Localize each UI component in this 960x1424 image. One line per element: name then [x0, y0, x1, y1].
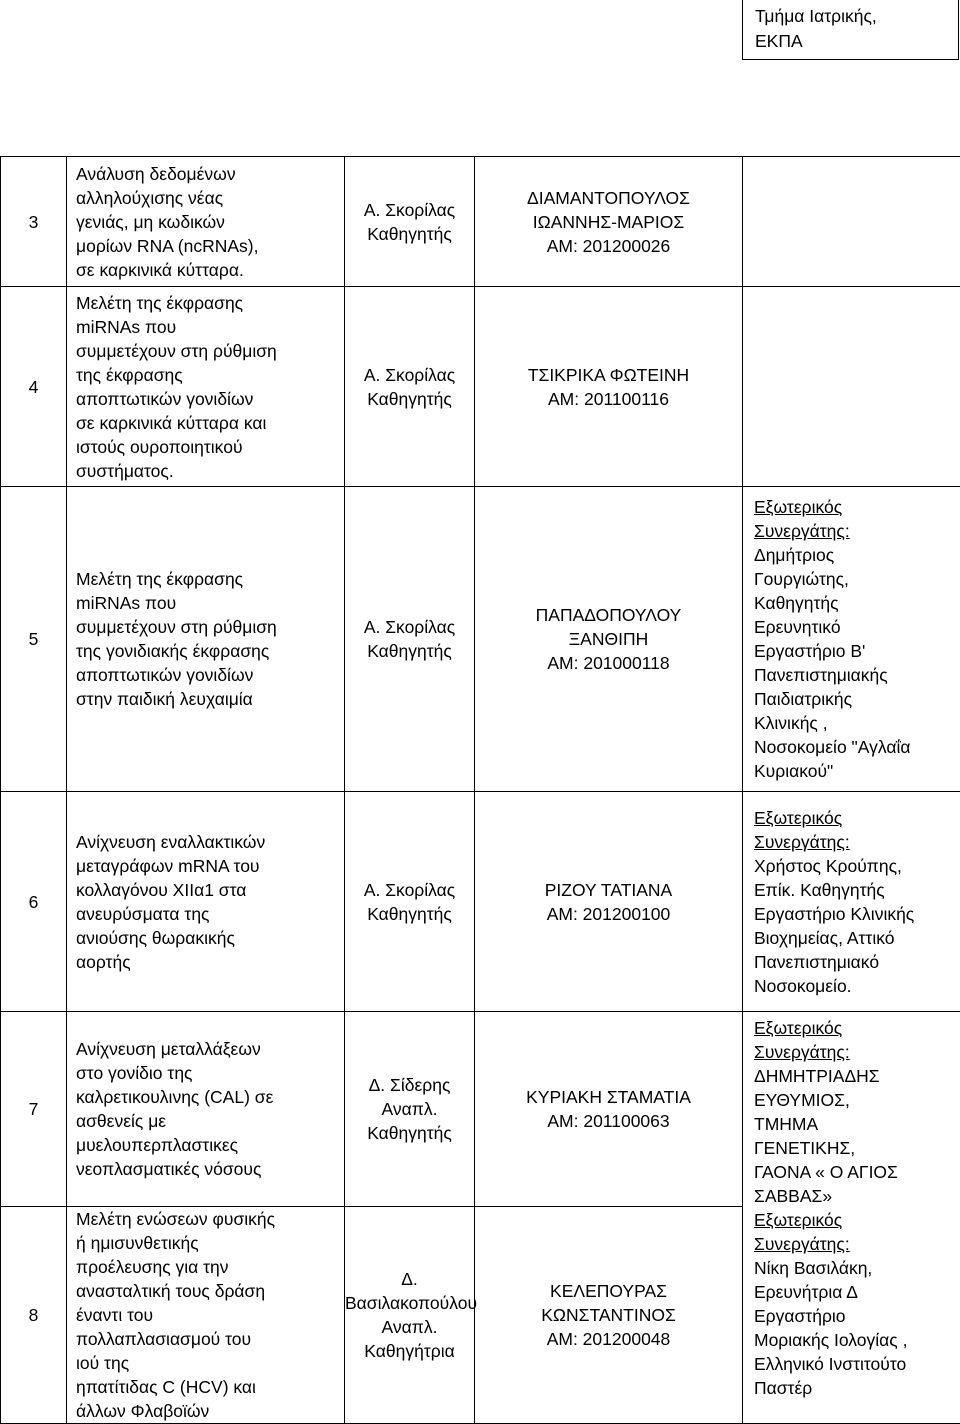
- external-text: Δημήτριος Γουργιώτης, Καθηγητής Ερευνητικό Εργαστήριο Β' Πανεπιστημιακής Παιδιατρικής Κλινικής , Νοσοκομείο "Αγλαΐα Κυριακού": [754, 543, 960, 783]
- supervisor: Δ. Βασιλακοπούλου Αναπλ. Καθηγήτρια: [345, 1207, 475, 1424]
- external-label: Εξωτερικός Συνεργάτης:: [754, 806, 960, 854]
- table-row: [1, 287, 960, 487]
- external-collaborator: [743, 792, 960, 1012]
- department-label: Τμήμα Ιατρικής, ΕΚΠΑ: [742, 0, 959, 60]
- row-number: 8: [1, 1207, 67, 1424]
- external-collaborator: [743, 487, 960, 792]
- table-row: [1, 157, 960, 287]
- student: ΤΣΙΚΡΙΚΑ ΦΩΤΕΙΝΗ ΑΜ: 201100116: [475, 287, 743, 487]
- external-collaborator: [743, 1012, 960, 1424]
- student: ΠΑΠΑΔΟΠΟΥΛΟΥ ΞΑΝΘΙΠΗ ΑΜ: 201000118: [475, 487, 743, 792]
- thesis-topic: Μελέτη της έκφρασης miRNAs που συμμετέχουν στη ρύθμιση της γονιδιακής έκφρασης αποπτωτικών γονιδίων στην παιδική λευχαιμία: [67, 487, 345, 792]
- student: ΚΕΛΕΠΟΥΡΑΣ ΚΩΝΣΤΑΝΤΙΝΟΣ ΑΜ: 201200048: [475, 1207, 743, 1424]
- supervisor: Δ. Σίδερης Αναπλ. Καθηγητής: [345, 1012, 475, 1207]
- thesis-topic: Ανίχνευση εναλλακτικών μεταγράφων mRNA του κολλαγόνου XIIα1 στα ανευρύσματα της ανιούσης θωρακικής αορτής: [67, 792, 345, 1012]
- student: ΡΙΖΟΥ ΤΑΤΙΑΝΑ ΑΜ: 201200100: [475, 792, 743, 1012]
- table-row: [1, 1012, 960, 1207]
- row-number: 4: [1, 287, 67, 487]
- thesis-topic: Ανίχνευση μεταλλάξεων στο γονίδιο της καλρετικουλινης (CAL) σε ασθενείς με μυελουπερπλαστικες νεοπλασματικές νόσους: [67, 1012, 345, 1207]
- row-number: 7: [1, 1012, 67, 1207]
- external-collaborator: [743, 287, 960, 487]
- external-text: Νίκη Βασιλάκη, Ερευνήτρια Δ Εργαστήριο Μοριακής Ιολογίας , Ελληνικό Ινστιτούτο Παστέρ: [754, 1256, 960, 1400]
- external-label: Εξωτερικός Συνεργάτης:: [754, 1016, 960, 1064]
- supervisor: Α. Σκορίλας Καθηγητής: [345, 792, 475, 1012]
- row-number: 3: [1, 157, 67, 287]
- thesis-topic: Μελέτη της έκφρασης miRNAs που συμμετέχουν στη ρύθμιση της έκφρασης αποπτωτικών γονιδίων σε καρκινικά κύτταρα και ιστούς ουροποιητικού συστήματος.: [67, 287, 345, 487]
- supervisor: Α. Σκορίλας Καθηγητής: [345, 287, 475, 487]
- thesis-topic: Μελέτη ενώσεων φυσικής ή ημισυνθετικής προέλευσης για την ανασταλτική τους δράση έναντι του πολλαπλασιασμού του ιού της ηπατίτιδας C (HCV) και άλλων Φλαβοϊών: [67, 1207, 345, 1424]
- external-text: ΔΗΜΗΤΡΙΑΔΗΣ ΕΥΘΥΜΙΟΣ, ΤΜΗΜΑ ΓΕΝΕΤΙΚΗΣ, ΓΑΟΝΑ « Ο ΑΓΙΟΣ ΣΑΒΒΑΣ»: [754, 1064, 960, 1208]
- table-row: [1, 487, 960, 792]
- external-text: Χρήστος Κρούπης, Επίκ. Καθηγητής Εργαστήριο Κλινικής Βιοχημείας, Αττικό Πανεπιστημιακό Νοσοκομείο.: [754, 854, 960, 998]
- thesis-topic: Ανάλυση δεδομένων αλληλούχισης νέας γενιάς, μη κωδικών μορίων RNA (ncRNAs), σε καρκινικά κύτταρα.: [67, 157, 345, 287]
- row-number: 5: [1, 487, 67, 792]
- external-collaborator: [743, 157, 960, 287]
- external-label: Εξωτερικός Συνεργάτης:: [754, 495, 960, 543]
- row-number: 6: [1, 792, 67, 1012]
- theses-table: [0, 156, 960, 1424]
- supervisor: Α. Σκορίλας Καθηγητής: [345, 487, 475, 792]
- table-row: [1, 792, 960, 1012]
- supervisor: Α. Σκορίλας Καθηγητής: [345, 157, 475, 287]
- student: ΔΙΑΜΑΝΤΟΠΟΥΛΟΣ ΙΩΑΝΝΗΣ-ΜΑΡΙΟΣ ΑΜ: 201200026: [475, 157, 743, 287]
- student: ΚΥΡΙΑΚΗ ΣΤΑΜΑΤΙΑ ΑΜ: 201100063: [475, 1012, 743, 1207]
- external-label: Εξωτερικός Συνεργάτης:: [754, 1208, 960, 1256]
